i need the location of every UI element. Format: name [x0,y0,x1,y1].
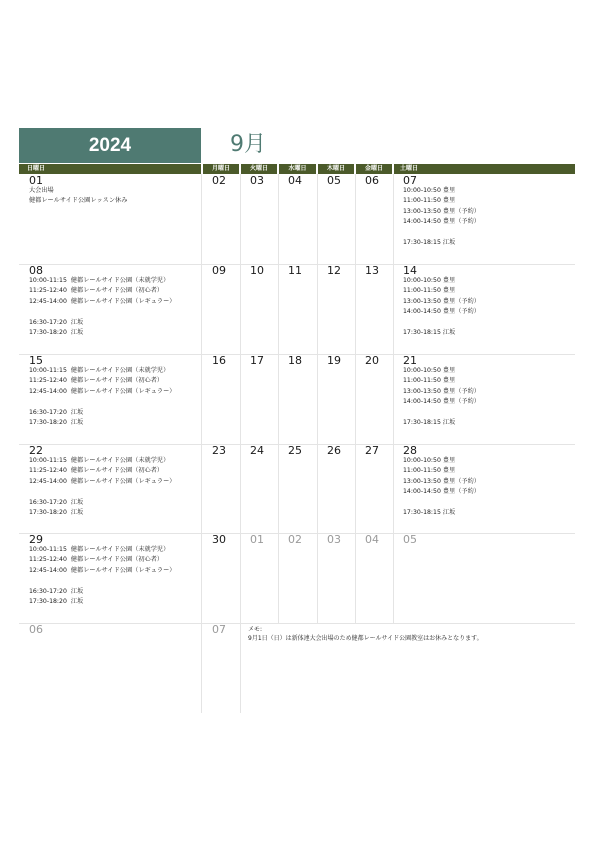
day-number: 21 [403,354,417,367]
day-number: 03 [250,174,264,187]
day-number: 24 [250,444,264,457]
sunday-events: 大会出場 健都レールサイド公園レッスン休み [29,187,128,205]
month-label: 9月 [230,132,266,157]
day-number: 10 [250,264,264,277]
year-label: 2024 [88,135,132,156]
memo-text: 9月1日（日）は新体連大会出場のため健都レールサイド公園教室はお休みとなります。 [248,635,483,642]
day-number: 16 [212,354,226,367]
memo-label: メモ: [248,626,263,633]
sunday-events: 10:00-11:15 健都レールサイド公園（未就学児） 11:25-12:40 健都レールサイド公園（初心者） 12:45-14:00 健都レールサイド公園（レギュラー） 16:30-17:20 江坂 17:30-18:20 江坂 [29,277,176,337]
grid-line [317,174,318,623]
saturday-events: 10:00-10:50 豊里 11:00-11:50 豊里 13:00-13:50 豊里（予約） 14:00-14:50 豊里（予約） 17:30-18:15 江坂 [403,367,480,427]
grid-line [278,174,279,623]
weekday-header-saturday: 土曜日 [394,164,575,174]
weekday-header-tuesday: 火曜日 [241,164,277,174]
day-number: 18 [288,354,302,367]
grid-line [355,174,356,623]
day-number-next-month: 04 [365,533,379,546]
day-number: 14 [403,264,417,277]
weekday-header-wednesday: 水曜日 [279,164,316,174]
day-number-next-month: 07 [212,623,226,636]
day-number: 15 [29,354,43,367]
day-number-next-month: 02 [288,533,302,546]
weekday-header-thursday: 木曜日 [318,164,354,174]
sunday-events: 10:00-11:15 健都レールサイド公園（未就学児） 11:25-12:40 健都レールサイド公園（初心者） 12:45-14:00 健都レールサイド公園（レギュラー） 16:30-17:20 江坂 17:30-18:20 江坂 [29,457,176,517]
grid-line [393,174,394,623]
saturday-events: 10:00-10:50 豊里 11:00-11:50 豊里 13:00-13:50 豊里（予約） 14:00-14:50 豊里（予約） 17:30-18:15 江坂 [403,187,480,247]
weekday-header-sunday: 日曜日 [19,164,201,174]
day-number: 17 [250,354,264,367]
sunday-events: 10:00-11:15 健都レールサイド公園（未就学児） 11:25-12:40 健都レールサイド公園（初心者） 12:45-14:00 健都レールサイド公園（レギュラー） 16:30-17:20 江坂 17:30-18:20 江坂 [29,546,176,606]
year-banner [19,128,201,163]
day-number: 19 [327,354,341,367]
weekday-header-monday: 月曜日 [203,164,239,174]
day-number: 06 [365,174,379,187]
calendar-header [19,128,574,163]
sunday-events: 10:00-11:15 健都レールサイド公園（未就学児） 11:25-12:40 健都レールサイド公園（初心者） 12:45-14:00 健都レールサイド公園（レギュラー） 16:30-17:20 江坂 17:30-18:20 江坂 [29,367,176,427]
saturday-events: 10:00-10:50 豊里 11:00-11:50 豊里 13:00-13:50 豊里（予約） 14:00-14:50 豊里（予約） 17:30-18:15 江坂 [403,277,480,337]
day-number-next-month: 01 [250,533,264,546]
grid-line [19,623,575,624]
day-number: 05 [327,174,341,187]
day-number: 20 [365,354,379,367]
day-number: 26 [327,444,341,457]
day-number: 25 [288,444,302,457]
day-number: 02 [212,174,226,187]
day-number-next-month: 06 [29,623,43,636]
day-number: 04 [288,174,302,187]
day-number: 08 [29,264,43,277]
day-number: 09 [212,264,226,277]
saturday-events: 10:00-10:50 豊里 11:00-11:50 豊里 13:00-13:50 豊里（予約） 14:00-14:50 豊里（予約） 17:30-18:15 江坂 [403,457,480,517]
day-number: 27 [365,444,379,457]
day-number: 12 [327,264,341,277]
day-number: 13 [365,264,379,277]
day-number: 28 [403,444,417,457]
day-number-next-month: 03 [327,533,341,546]
day-number: 07 [403,174,417,187]
day-number: 29 [29,533,43,546]
day-number: 01 [29,174,43,187]
day-number: 22 [29,444,43,457]
day-number: 11 [288,264,302,277]
weekday-header-friday: 金曜日 [356,164,392,174]
day-number: 30 [212,533,226,546]
day-number-next-month: 05 [403,533,417,546]
day-number: 23 [212,444,226,457]
